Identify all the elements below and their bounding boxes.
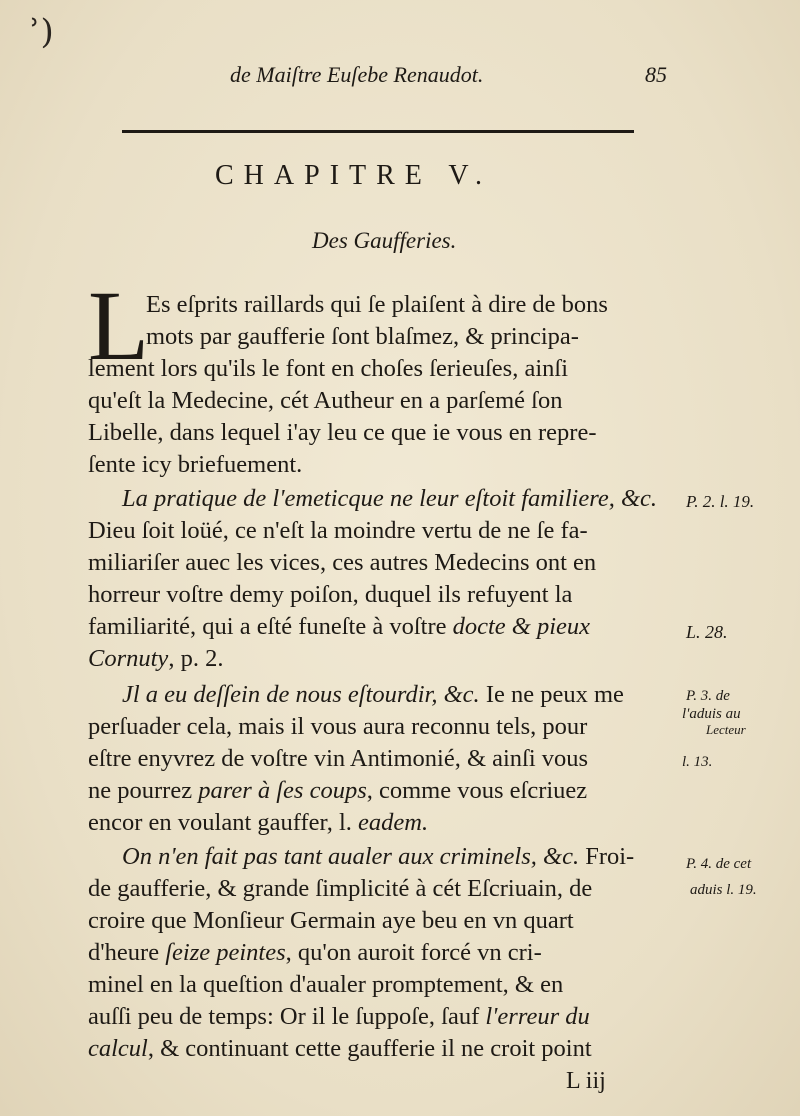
text-segment: Froi-	[579, 843, 635, 870]
margin-note: P. 4. de cet	[686, 856, 752, 872]
page-number: 85	[645, 62, 667, 87]
text-segment: mots par gaufferie ſont blaſmez, & principa-	[146, 323, 579, 350]
text-line	[88, 744, 588, 774]
chapter-subtitle: Des Gaufferies.	[312, 228, 457, 253]
text-segment: Dieu ſoit loüé, ce n'eſt la moindre vertu de ne ſe fa-	[88, 517, 588, 544]
text-line	[122, 680, 624, 710]
text-line	[88, 1002, 590, 1032]
text-line	[88, 712, 587, 742]
text-line	[88, 776, 587, 806]
text-segment-italic: parer à ſes coups	[198, 777, 367, 804]
text-segment-italic: l'erreur du	[485, 1003, 590, 1030]
margin-note: L. 28.	[686, 622, 728, 642]
text-segment-italic: Cornuty	[88, 645, 169, 672]
drop-cap: L	[88, 270, 150, 381]
text-segment: d'heure	[88, 939, 166, 966]
text-line	[88, 874, 592, 904]
text-segment: minel en la queſtion d'aualer promptement, & en	[88, 971, 564, 998]
text-segment: horreur voſtre demy poiſon, duquel ils refuyent la	[88, 581, 573, 608]
margin-note: l. 13.	[682, 754, 713, 770]
text-segment: Libelle, dans lequel i'ay leu ce que ie vous en repre-	[88, 419, 597, 446]
running-head: de Maiſtre Euſebe Renaudot.	[230, 62, 484, 87]
text-line	[88, 938, 542, 968]
text-segment-italic: Jl a eu deſſein de nous eſtourdir, &c.	[122, 681, 480, 708]
text-line	[146, 290, 608, 320]
text-segment: eſtre enyvrez de voſtre vin Antimonié, & ainſi vous	[88, 745, 589, 772]
text-line	[88, 386, 562, 416]
corner-mark: ʾ)	[30, 12, 54, 52]
text-segment: , comme vous eſcriuez	[366, 777, 588, 804]
text-segment-italic: La pratique de l'emeticque ne leur eſtoit familiere, &c.	[122, 485, 658, 512]
text-line	[146, 322, 579, 352]
text-line	[88, 354, 568, 384]
text-segment-italic: On n'en fait pas tant aualer aux criminels, &c.	[122, 843, 580, 870]
margin-note: aduis l. 19.	[690, 882, 757, 898]
margin-note: P. 3. de	[686, 688, 730, 704]
text-segment: Es eſprits raillards qui ſe plaiſent à dire de bons	[146, 291, 608, 318]
text-segment: , qu'on auroit forcé vn cri-	[285, 939, 542, 966]
header-rule	[122, 130, 634, 133]
text-segment: lement lors qu'ils le font en choſes ſerieuſes, ainſi	[88, 355, 568, 382]
text-segment: ſente icy briefuement.	[88, 451, 303, 478]
text-segment-italic: ſeize peintes	[165, 939, 286, 966]
text-segment: miliariſer auec les vices, ces autres Medecins ont en	[88, 549, 597, 576]
text-segment: croire que Monſieur Germain aye beu en vn quart	[88, 907, 574, 934]
text-segment: encor en voulant gauffer, l.	[88, 809, 359, 836]
text-segment-italic: eadem.	[358, 809, 429, 836]
text-segment: de gaufferie, & grande ſimplicité à cét Eſcriuain, de	[88, 875, 593, 902]
text-segment: perſuader cela, mais il vous aura reconnu tels, pour	[88, 713, 588, 740]
text-segment: ne pourrez	[88, 777, 199, 804]
text-segment: , & continuant cette gaufferie il ne croit point	[147, 1035, 592, 1062]
text-line	[88, 1034, 592, 1064]
signature-mark: L iij	[566, 1068, 606, 1094]
chapter-title: CHAPITRE V.	[215, 160, 493, 191]
text-line	[122, 842, 634, 872]
text-line	[88, 612, 590, 642]
text-line	[88, 644, 223, 674]
text-segment: familiarité, qui a eſté funeſte à voſtre	[88, 613, 453, 640]
margin-note: l'aduis au	[682, 706, 741, 722]
text-line	[88, 418, 597, 448]
text-segment: Ie ne peux me	[479, 681, 624, 708]
text-segment: auſſi peu de temps: Or il le ſuppoſe, ſauf	[88, 1003, 486, 1030]
margin-note: Lecteur	[706, 722, 746, 737]
text-line	[122, 484, 657, 514]
text-line	[88, 548, 596, 578]
text-segment: qu'eſt la Medecine, cét Autheur en a parſemé ſon	[88, 387, 563, 414]
text-line	[88, 516, 588, 546]
text-line	[88, 808, 428, 838]
text-line	[88, 906, 574, 936]
text-segment-italic: docte & pieux	[452, 613, 591, 640]
text-line	[88, 970, 563, 1000]
text-line	[88, 450, 302, 480]
text-segment-italic: calcul	[88, 1035, 148, 1062]
margin-note: P. 2. l. 19.	[686, 492, 755, 511]
text-segment: , p. 2.	[168, 645, 224, 672]
text-line	[88, 580, 572, 610]
